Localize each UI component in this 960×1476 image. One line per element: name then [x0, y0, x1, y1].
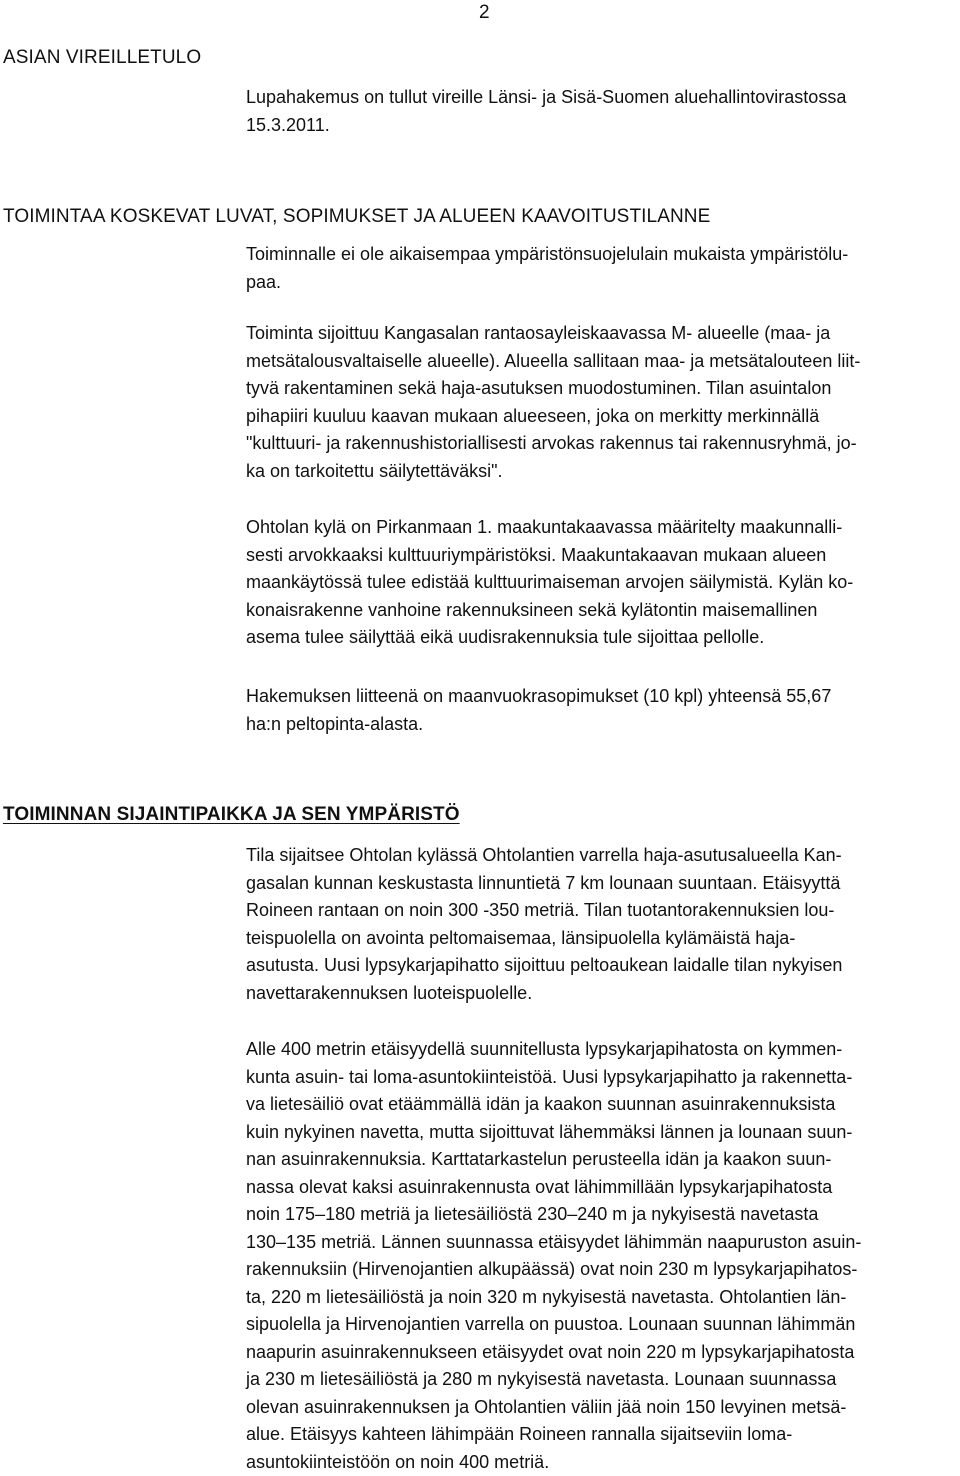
paragraph: [246, 84, 846, 139]
paragraph: [246, 320, 860, 485]
text-line: ha:n peltopinta-alasta.: [246, 711, 831, 739]
text-line: ja 230 m lietesäiliöstä ja 280 m nykyisestä navetasta. Lounaan suunnassa: [246, 1366, 861, 1394]
text-line: olevan asuinrakennuksen ja Ohtolantien väliin jää noin 150 levyinen metsä-: [246, 1394, 861, 1422]
text-line: 130–135 metriä. Lännen suunnassa etäisyydet lähimmän naapuruston asuin-: [246, 1229, 861, 1257]
section-heading-luvat: TOIMINTAA KOSKEVAT LUVAT, SOPIMUKSET JA ALUEEN KAAVOITUSTILANNE: [3, 206, 710, 228]
text-line: asutusta. Uusi lypsykarjapihatto sijoittuu peltoaukean laidalle tilan nykyisen: [246, 952, 842, 980]
text-line: Hakemuksen liitteenä on maanvuokrasopimukset (10 kpl) yhteensä 55,67: [246, 683, 831, 711]
text-line: ka on tarkoitettu säilytettäväksi".: [246, 458, 860, 486]
section-heading-vireilletulo: ASIAN VIREILLETULO: [3, 47, 201, 69]
text-line: kunta asuin- tai loma-asuntokiinteistöä. Uusi lypsykarjapihatto ja rakennetta-: [246, 1064, 861, 1092]
text-line: naapurin asuinrakennukseen etäisyydet ovat noin 220 m lypsykarjapihatosta: [246, 1339, 861, 1367]
text-line: 15.3.2011.: [246, 112, 846, 140]
text-line: Tila sijaitsee Ohtolan kylässä Ohtolantien varrella haja-asutusalueella Kan-: [246, 842, 842, 870]
text-line: alue. Etäisyys kahteen lähimpään Roineen rannalla sijaitseviin loma-: [246, 1421, 861, 1449]
text-line: tyvä rakentaminen sekä haja-asutuksen muodostuminen. Tilan asuintalon: [246, 375, 860, 403]
text-line: sipuolella ja Hirvenojantien varrella on puustoa. Lounaan suunnan lähimmän: [246, 1311, 861, 1339]
paragraph: [246, 241, 848, 296]
paragraph: [246, 842, 842, 1007]
text-line: Roineen rantaan on noin 300 -350 metriä. Tilan tuotantorakennuksien lou-: [246, 897, 842, 925]
text-line: sesti arvokkaaksi kulttuuriympäristöksi. Maakuntakaavan mukaan alueen: [246, 542, 853, 570]
text-line: Ohtolan kylä on Pirkanmaan 1. maakuntakaavassa määritelty maakunnalli-: [246, 514, 853, 542]
text-line: Toiminta sijoittuu Kangasalan rantaosayleiskaavassa M- alueelle (maa- ja: [246, 320, 860, 348]
text-line: Alle 400 metrin etäisyydellä suunnitellusta lypsykarjapihatosta on kymmen-: [246, 1036, 861, 1064]
text-line: konaisrakenne vanhoine rakennuksineen sekä kylätontin maisemallinen: [246, 597, 853, 625]
text-line: Lupahakemus on tullut vireille Länsi- ja Sisä-Suomen aluehallintovirastossa: [246, 84, 846, 112]
text-line: nan asuinrakennuksia. Karttatarkastelun perusteella idän ja kaakon suun-: [246, 1146, 861, 1174]
text-line: "kulttuuri- ja rakennushistoriallisesti arvokas rakennus tai rakennusryhmä, jo-: [246, 430, 860, 458]
text-line: metsätalousvaltaiselle alueelle). Alueella sallitaan maa- ja metsätalouteen liit-: [246, 348, 860, 376]
text-line: maankäytössä tulee edistää kulttuurimaiseman arvojen säilymistä. Kylän ko-: [246, 569, 853, 597]
paragraph: [246, 683, 831, 738]
text-line: rakennuksiin (Hirvenojantien alkupäässä) ovat noin 230 m lypsykarjapihatos-: [246, 1256, 861, 1284]
text-line: ta, 220 m lietesäiliöstä ja noin 320 m nykyisestä navetasta. Ohtolantien län-: [246, 1284, 861, 1312]
text-line: nassa olevat kaksi asuinrakennusta ovat lähimmillään lypsykarjapihatosta: [246, 1174, 861, 1202]
paragraph: [246, 514, 853, 652]
text-line: navettarakennuksen luoteispuolelle.: [246, 980, 842, 1008]
text-line: teispuolella on avointa peltomaisemaa, länsipuolella kylämäistä haja-: [246, 925, 842, 953]
page-number: 2: [479, 2, 490, 24]
text-line: gasalan kunnan keskustasta linnuntietä 7 km lounaan suuntaan. Etäisyyttä: [246, 870, 842, 898]
text-line: asuntokiinteistöön on noin 400 metriä.: [246, 1449, 861, 1476]
text-line: pihapiiri kuuluu kaavan mukaan alueeseen, joka on merkitty merkinnällä: [246, 403, 860, 431]
text-line: Toiminnalle ei ole aikaisempaa ympäristönsuojelulain mukaista ympäristölu-: [246, 241, 848, 269]
text-line: paa.: [246, 269, 848, 297]
paragraph: [246, 1036, 861, 1476]
text-line: kuin nykyinen navetta, mutta sijoittuvat lähemmäksi lännen ja lounaan suun-: [246, 1119, 861, 1147]
text-line: asema tulee säilyttää eikä uudisrakennuksia tule sijoittaa pellolle.: [246, 624, 853, 652]
text-line: va lietesäiliö ovat etäämmällä idän ja kaakon suunnan asuinrakennuksista: [246, 1091, 861, 1119]
text-line: noin 175–180 metriä ja lietesäiliöstä 230–240 m ja nykyisestä navetasta: [246, 1201, 861, 1229]
section-heading-sijaintipaikka: TOIMINNAN SIJAINTIPAIKKA JA SEN YMPÄRISTÖ: [3, 804, 460, 826]
